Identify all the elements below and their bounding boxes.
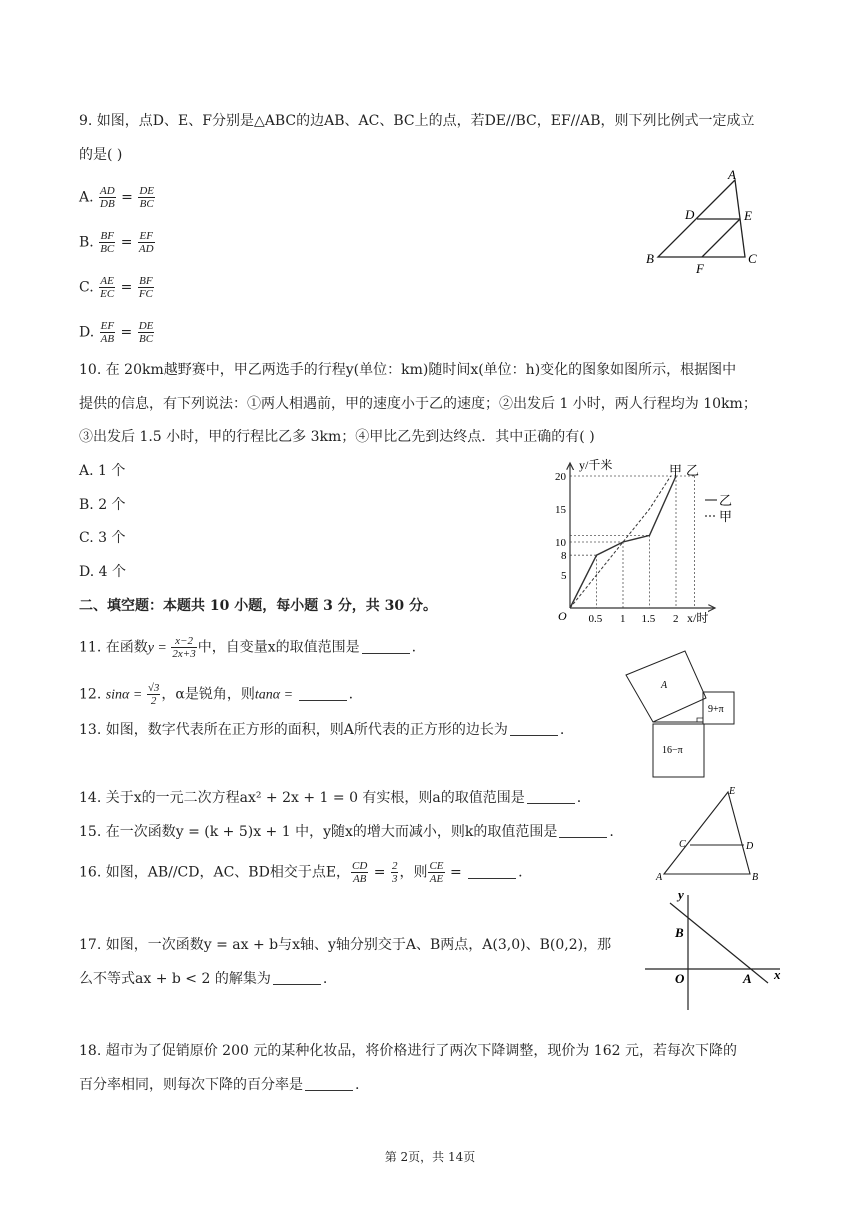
q15: 15. 在一次函数y = (k + 5)x + 1 中，y随x的增大而减小，则k的取值范围是 .	[79, 824, 614, 840]
q16-label-c: C	[679, 839, 686, 850]
y-tick-label-0: 5	[561, 570, 567, 582]
q18-line1: 18. 超市为了促销原价 200 元的某种化妆品，将价格进行了两次下降调整，现价为 162 元，若每次下降的	[79, 1043, 737, 1059]
legend-label-jia: 甲	[719, 509, 733, 524]
q9-label-e: E	[744, 208, 752, 223]
q13-answer-blank[interactable]	[510, 721, 558, 736]
y-tick-label-1: 8	[561, 550, 567, 563]
q14-answer-blank[interactable]	[527, 789, 575, 804]
q10-stem-line2: 提供的信息，有下列说法：①两人相遇前，甲的速度小于乙的速度；②出发后 1 小时，两人行程均为 10km；	[79, 396, 757, 412]
q13-label-16pi: 16−π	[662, 745, 683, 756]
q9-stem-line2: 的是( )	[79, 147, 123, 163]
y-axis-label: y/千米	[579, 458, 613, 472]
q10-option-a[interactable]: A. 1 个	[79, 463, 126, 479]
x-tick-label-0: 0.5	[588, 613, 603, 625]
x-tick-label-2: 1.5	[641, 613, 656, 625]
q9-option-c[interactable]: C. $\frac{AE}{EC}$ = $\frac{BF}{FC}$	[79, 275, 153, 300]
q16-label-d: D	[746, 841, 754, 852]
q10-option-d[interactable]: D. 4 个	[79, 564, 126, 580]
page-footer: 第 2页，共 14页	[384, 1150, 476, 1164]
q17-answer-blank[interactable]	[273, 970, 321, 985]
top-label-yi: 乙	[686, 463, 700, 478]
q17-line1: 17. 如图，一次函数y = ax + b与x轴、y轴分别交于A、B两点，A(3,0)、B(0,2)，那	[79, 937, 612, 953]
q13-label-9pi: 9+π	[708, 704, 724, 715]
q10-stem-line1: 10. 在 20km越野赛中，甲乙两选手的行程y(单位：km)随时间x(单位：h)变化的图象如图所示，根据图中	[79, 362, 737, 378]
q17-label-x: x	[774, 967, 781, 982]
q17-label-o: O	[675, 971, 685, 986]
q13-label-a: A	[661, 680, 668, 691]
q14: 14. 关于x的一元二次方程ax² + 2x + 1 = 0 有实根，则a的取值范围是 .	[79, 790, 582, 806]
top-label-jia: 甲	[669, 463, 683, 478]
q16-label-e: E	[729, 786, 736, 797]
q12: 12. sinα = $\frac{√3}{2}$ ，α是锐角，则tanα = .	[79, 682, 354, 707]
series-line-1	[570, 476, 671, 608]
q13: 13. 如图，数字代表所在正方形的面积，则A所代表的正方形的边长为 .	[79, 722, 565, 738]
q11-answer-blank[interactable]	[362, 639, 410, 654]
x-tick-label-1: 1	[620, 613, 626, 625]
q12-answer-blank[interactable]	[299, 686, 347, 701]
q17-function-line	[670, 903, 768, 983]
q9-option-d[interactable]: D. $\frac{EF}{AB}$ = $\frac{DE}{BC}$	[79, 320, 154, 345]
q9-label-b: B	[646, 251, 654, 266]
q9-label-a: A	[728, 167, 736, 182]
y-tick-label-2: 10	[555, 537, 566, 549]
q16-answer-blank[interactable]	[468, 864, 516, 879]
section-fill-in-heading: 二、填空题：本题共 10 小题，每小题 3 分，共 30 分。	[79, 598, 437, 614]
q17-label-b: B	[675, 925, 684, 940]
x-axis-label: x/时	[687, 611, 709, 625]
legend-label-yi: 乙	[719, 493, 733, 508]
q17-linear-function-figure	[640, 885, 790, 1015]
q15-answer-blank[interactable]	[559, 823, 607, 838]
q9-stem-line1: 9. 如图，点D、E、F分别是△ABC的边AB、AC、BC上的点，若DE//BC，EF//AB，则下列比例式一定成立	[79, 113, 755, 129]
q9-label-c: C	[748, 251, 757, 266]
q9-label-f: F	[696, 261, 704, 276]
q18-line2: 百分率相同，则每次下降的百分率是 .	[79, 1077, 360, 1093]
q9-option-a[interactable]: A. $\frac{AD}{DB}$ = $\frac{DE}{BC}$	[79, 185, 154, 210]
x-tick-label-3: 2	[673, 613, 679, 625]
q17-label-a: A	[743, 971, 752, 986]
q16-label-a: A	[656, 872, 663, 882]
q9-triangle-figure	[640, 165, 770, 280]
q16-triangle-figure	[650, 782, 770, 882]
chart-legend	[705, 493, 732, 524]
q16: 16. 如图，AB//CD，AC、BD相交于点E， $\frac{CD}{AB}$ = $\frac{2}{3}$ ，则 $\frac{CE}{AE}$ = .	[79, 860, 523, 885]
origin-label: O	[558, 609, 567, 623]
q18-answer-blank[interactable]	[305, 1076, 353, 1091]
q11: 11. 在函数y = $\frac{x-2}{2x+3}$ 中，自变量x的取值范围是 .	[79, 635, 417, 660]
y-tick-label-3: 15	[555, 504, 566, 516]
q16-label-b: B	[752, 872, 759, 882]
q10-stem-line3: ③出发后 1.5 小时，甲的行程比乙多 3km；④甲比乙先到达终点．其中正确的有( )	[79, 429, 595, 445]
q9-option-b[interactable]: B. $\frac{BF}{BC}$ = $\frac{EF}{AD}$	[79, 230, 154, 255]
q13-squares-figure	[620, 645, 745, 785]
q10-option-b[interactable]: B. 2 个	[79, 497, 126, 513]
y-tick-label-4: 20	[555, 471, 566, 483]
q10-distance-time-chart	[545, 455, 735, 635]
q9-label-d: D	[685, 207, 695, 222]
q10-option-c[interactable]: C. 3 个	[79, 530, 126, 546]
q17-line2: 么不等式ax + b < 2 的解集为 .	[79, 971, 328, 987]
q17-label-y: y	[678, 887, 684, 902]
